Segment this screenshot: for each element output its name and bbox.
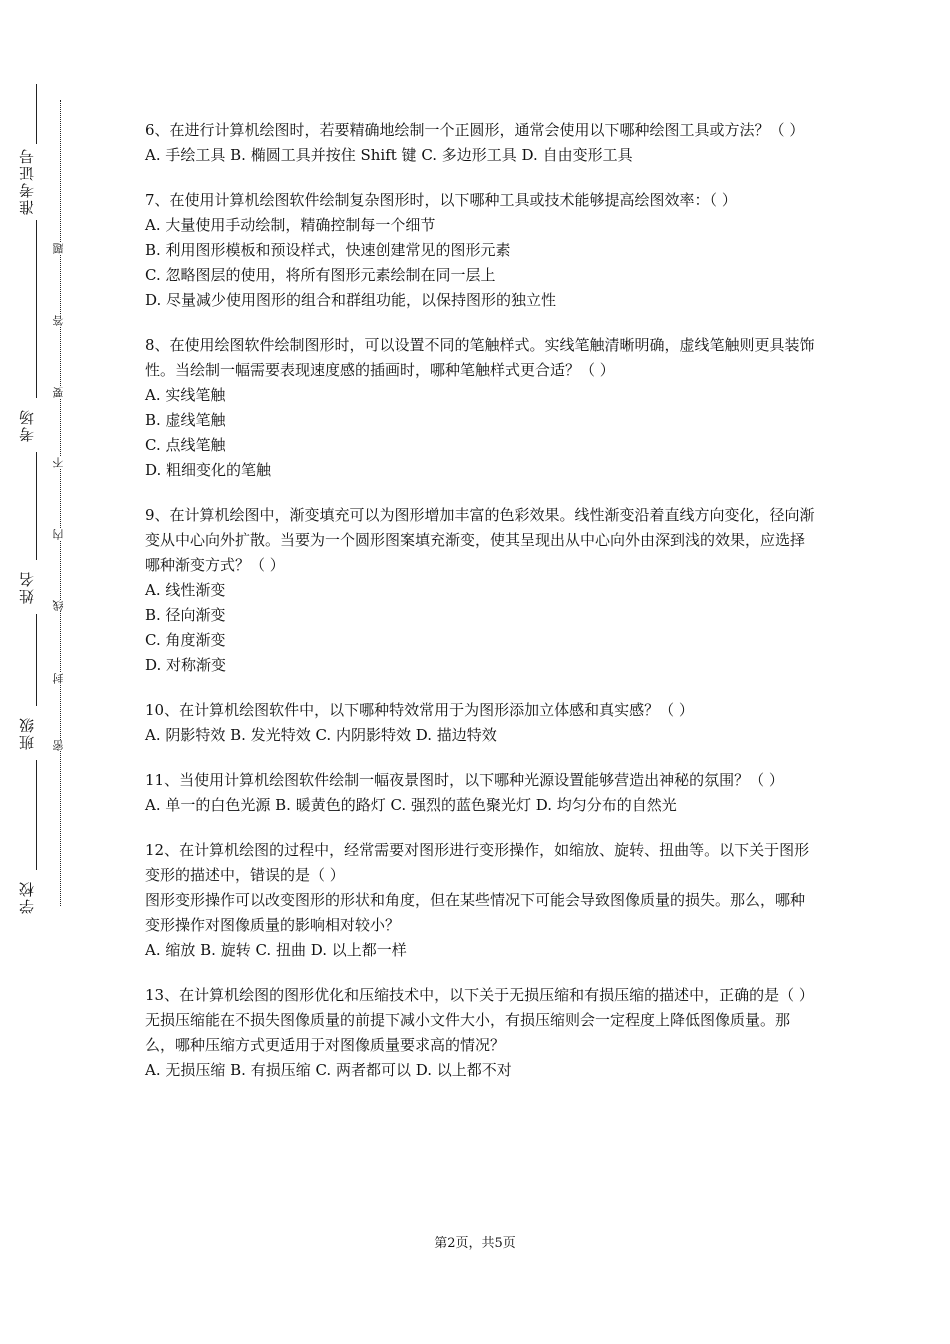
option-c: C. 角度渐变 (145, 631, 226, 649)
seal-char: 题 (52, 243, 70, 254)
label-zhunkaozheng: 准考证号 (18, 147, 36, 215)
label-kaochang: 考场 (18, 408, 36, 442)
seal-char: 答 (52, 315, 70, 326)
question-13 (145, 983, 815, 1083)
question-stem: 6、在进行计算机绘图时，若要精确地绘制一个正圆形，通常会使用以下哪种绘图工具或方法？（ ） (145, 121, 805, 139)
seal-char: 不 (52, 457, 70, 468)
option-b: B. 虚线笔触 (145, 411, 226, 429)
question-stem: 7、在使用计算机绘图软件绘制复杂图形时，以下哪种工具或技术能够提高绘图效率：（ ） (145, 191, 737, 209)
question-options: A. 缩放 B. 旋转 C. 扭曲 D. 以上都一样 (145, 941, 407, 959)
question-options: A. 手绘工具 B. 椭圆工具并按住 Shift 键 C. 多边形工具 D. 自由变形工具 (145, 146, 633, 164)
question-options: A. 单一的白色光源 B. 暖黄色的路灯 C. 强烈的蓝色聚光灯 D. 均匀分布的自然光 (145, 796, 677, 814)
binding-margin (18, 84, 54, 932)
question-extra: 无损压缩能在不损失图像质量的前提下减小文件大小，有损压缩则会一定程度上降低图像质量。那么，哪种压缩方式更适用于对图像质量要求高的情况？ (145, 1011, 791, 1054)
question-stem: 8、在使用绘图软件绘制图形时，可以设置不同的笔触样式。实线笔触清晰明确，虚线笔触则更具装饰性。当绘制一幅需要表现速度感的插画时，哪种笔触样式更合适？（ ） (145, 336, 815, 379)
question-stem: 13、在计算机绘图的图形优化和压缩技术中，以下关于无损压缩和有损压缩的描述中，正确的是（ ） (145, 986, 814, 1004)
page-number: 第2页，共5页 (434, 1236, 516, 1251)
seal-char: 封 (52, 673, 70, 684)
question-list (145, 118, 815, 1103)
label-xuexiao: 学校 (18, 880, 36, 914)
label-banji: 班级 (18, 716, 36, 750)
seal-char: 内 (52, 529, 70, 540)
question-options: A. 无损压缩 B. 有损压缩 C. 两者都可以 D. 以上都不对 (145, 1061, 512, 1079)
option-c: C. 点线笔触 (145, 436, 226, 454)
option-b: B. 利用图形模板和预设样式，快速创建常见的图形元素 (145, 241, 511, 259)
option-a: A. 实线笔触 (145, 386, 226, 404)
option-b: B. 径向渐变 (145, 606, 226, 624)
question-stem: 12、在计算机绘图的过程中，经常需要对图形进行变形操作，如缩放、旋转、扭曲等。以下关于图形变形的描述中，错误的是（ ） (145, 841, 810, 884)
question-7 (145, 188, 815, 313)
question-11 (145, 768, 815, 818)
seal-char: 线 (52, 600, 70, 611)
seal-char: 要 (52, 387, 70, 398)
binding-line (36, 84, 37, 144)
seal-line (52, 100, 75, 906)
option-a: A. 线性渐变 (145, 581, 226, 599)
binding-line (36, 614, 37, 706)
label-xingming: 姓名 (18, 570, 36, 604)
option-a: A. 大量使用手动绘制，精确控制每一个细节 (145, 216, 436, 234)
option-d: D. 对称渐变 (145, 656, 227, 674)
question-stem: 10、在计算机绘图软件中，以下哪种特效常用于为图形添加立体感和真实感？（ ） (145, 701, 694, 719)
question-8 (145, 333, 815, 483)
seal-char: 密 (52, 740, 70, 751)
question-12 (145, 838, 815, 963)
option-d: D. 粗细变化的笔触 (145, 461, 272, 479)
question-options: A. 阴影特效 B. 发光特效 C. 内阴影特效 D. 描边特效 (145, 726, 497, 744)
option-d: D. 尽量减少使用图形的组合和群组功能，以保持图形的独立性 (145, 291, 557, 309)
question-10 (145, 698, 815, 748)
question-9 (145, 503, 815, 678)
binding-line (36, 220, 37, 398)
option-c: C. 忽略图层的使用，将所有图形元素绘制在同一层上 (145, 266, 496, 284)
binding-line (36, 452, 37, 560)
binding-line (36, 760, 37, 870)
question-stem: 11、当使用计算机绘图软件绘制一幅夜景图时，以下哪种光源设置能够营造出神秘的氛围？（ ） (145, 771, 784, 789)
question-extra: 图形变形操作可以改变图形的形状和角度，但在某些情况下可能会导致图像质量的损失。那么，哪种变形操作对图像质量的影响相对较小？ (145, 891, 806, 934)
question-6 (145, 118, 815, 168)
question-stem: 9、在计算机绘图中，渐变填充可以为图形增加丰富的色彩效果。线性渐变沿着直线方向变化，径向渐变从中心向外扩散。当要为一个圆形图案填充渐变，使其呈现出从中心向外由深到浅的效果，应选择哪种渐变方式？（ ） (145, 506, 815, 574)
